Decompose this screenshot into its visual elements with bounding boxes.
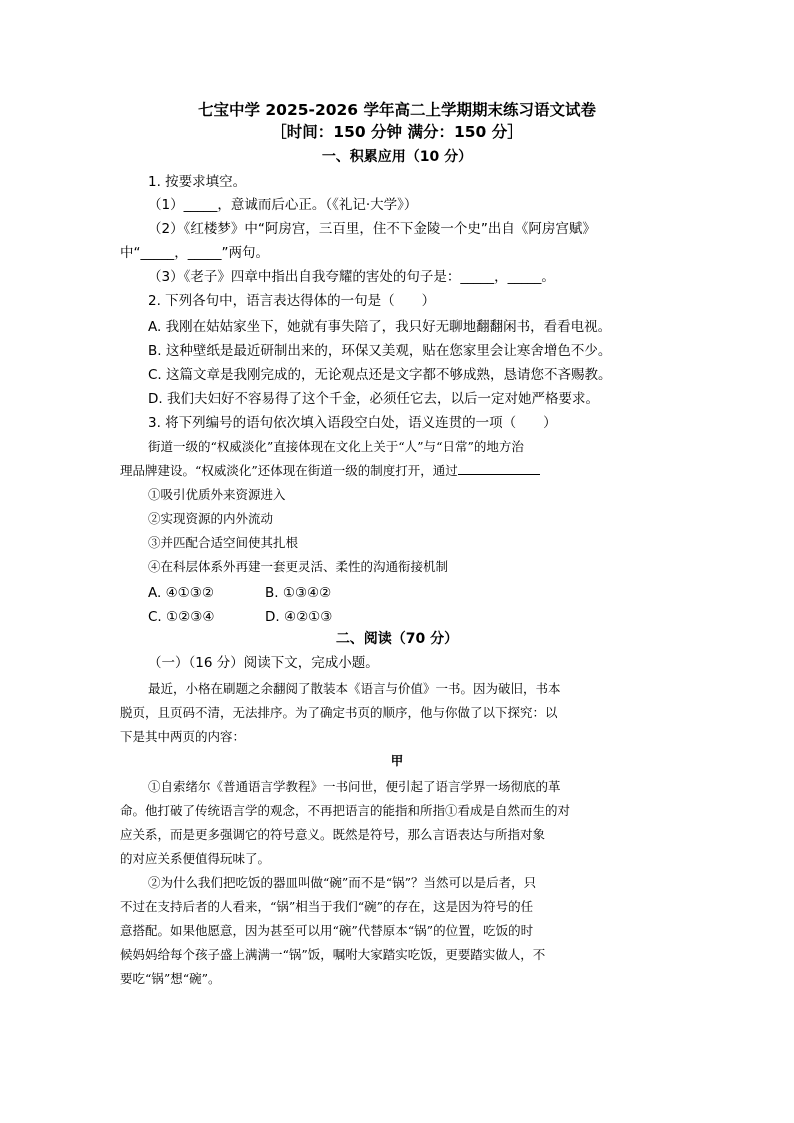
choice-item: ④在科层体系外再建一套更灵活、柔性的沟通衔接机制 xyxy=(148,559,449,574)
passage-text: 理品牌建设。“权威淡化”还体现在街道一级的制度打开，通过 xyxy=(120,463,458,478)
question-line: 中“_____，_____”两句。 xyxy=(120,245,269,261)
page-label: 甲 xyxy=(390,753,404,768)
passage-line: 的对应关系便值得玩味了。 xyxy=(120,851,271,866)
question-line: （1）_____，意诚而后心正。（《礼记·大学》） xyxy=(148,197,418,213)
part-heading: （一）（16 分）阅读下文，完成小题。 xyxy=(148,655,379,671)
passage-line: 要吃“锅”想“碗”。 xyxy=(120,971,221,986)
section-heading: 一、积累应用（10 分） xyxy=(321,149,473,165)
option-a: A. ④①③② xyxy=(148,585,214,601)
question-stem: 1. 按要求填空。 xyxy=(148,174,247,190)
option-d: D. ④②①③ xyxy=(265,609,333,625)
option-c: C. 这篇文章是我刚完成的，无论观点还是文字都不够成熟，恳请您不吝赐教。 xyxy=(148,367,612,383)
passage-line: 命。他打破了传统语言学的观念，不再把语言的能指和所指①看成是自然而生的对 xyxy=(120,803,571,818)
passage-line: 下是其中两页的内容： xyxy=(120,729,246,744)
question-stem: 2. 下列各句中，语言表达得体的一句是（ ） xyxy=(148,293,436,309)
exam-subtitle: ［时间：150 分钟 满分：150 分］ xyxy=(271,123,523,141)
option-d: D. 我们夫妇好不容易得了这个千金，必须任它去，以后一定对她严格要求。 xyxy=(148,391,599,407)
choice-item: ②实现资源的内外流动 xyxy=(148,511,274,526)
passage-line: 脱页，且页码不清，无法排序。为了确定书页的顺序，他与你做了以下探究：以 xyxy=(120,705,558,720)
option-b: B. ①③④② xyxy=(265,585,332,601)
passage-line: 不过在支持后者的人看来，“锅”相当于我们“碗”的存在，这是因为符号的任 xyxy=(120,899,534,914)
choice-item: ①吸引优质外来资源进入 xyxy=(148,487,286,502)
question-stem: 3. 将下列编号的语句依次填入语段空白处，语义连贯的一项（ ） xyxy=(148,415,557,431)
passage-line: 应关系，而是更多强调它的符号意义。既然是符号，那么言语表达与所指对象 xyxy=(120,827,546,842)
option-b: B. 这种壁纸是最近研制出来的，环保又美观，贴在您家里会让寒舍增色不少。 xyxy=(148,343,612,359)
option-a: A. 我刚在姑姑家坐下，她就有事失陪了，我只好无聊地翻翻闲书，看看电视。 xyxy=(148,319,612,335)
passage-line: 候妈妈给每个孩子盛上满满一“锅”饭，嘱咐大家踏实吃饭，更要踏实做人，不 xyxy=(120,947,546,962)
passage-line: 最近，小格在刷题之余翻阅了散装本《语言与价值》一书。因为破旧，书本 xyxy=(148,681,561,696)
passage-line: 街道一级的“权威淡化”直接体现在文化上关于“人”与“日常”的地方治 xyxy=(148,439,524,454)
passage-line xyxy=(120,462,540,480)
choice-item: ③并匹配合适空间使其扎根 xyxy=(148,535,299,550)
passage-line: 意搭配。如果他愿意，因为甚至可以用“碗”代替原本“锅”的位置，吃饭的时 xyxy=(120,923,534,938)
exam-title: 七宝中学 2025-2026 学年高二上学期期末练习语文试卷 xyxy=(197,101,596,119)
passage-line: ①自索绪尔《普通语言学教程》一书问世，便引起了语言学界一场彻底的革 xyxy=(148,779,561,794)
passage-line: ②为什么我们把吃饭的器皿叫做“碗”而不是“锅”？当然可以是后者，只 xyxy=(148,875,537,890)
blank-line xyxy=(458,462,540,475)
question-line: （2）《红楼梦》中“阿房宫，三百里，住不下金陵一个史”出自《阿房宫赋》 xyxy=(148,221,596,237)
option-c: C. ①②③④ xyxy=(148,609,215,625)
section-heading: 二、阅读（70 分） xyxy=(335,631,459,647)
question-line: （3）《老子》四章中指出自我夸耀的害处的句子是：_____，_____。 xyxy=(148,269,555,285)
